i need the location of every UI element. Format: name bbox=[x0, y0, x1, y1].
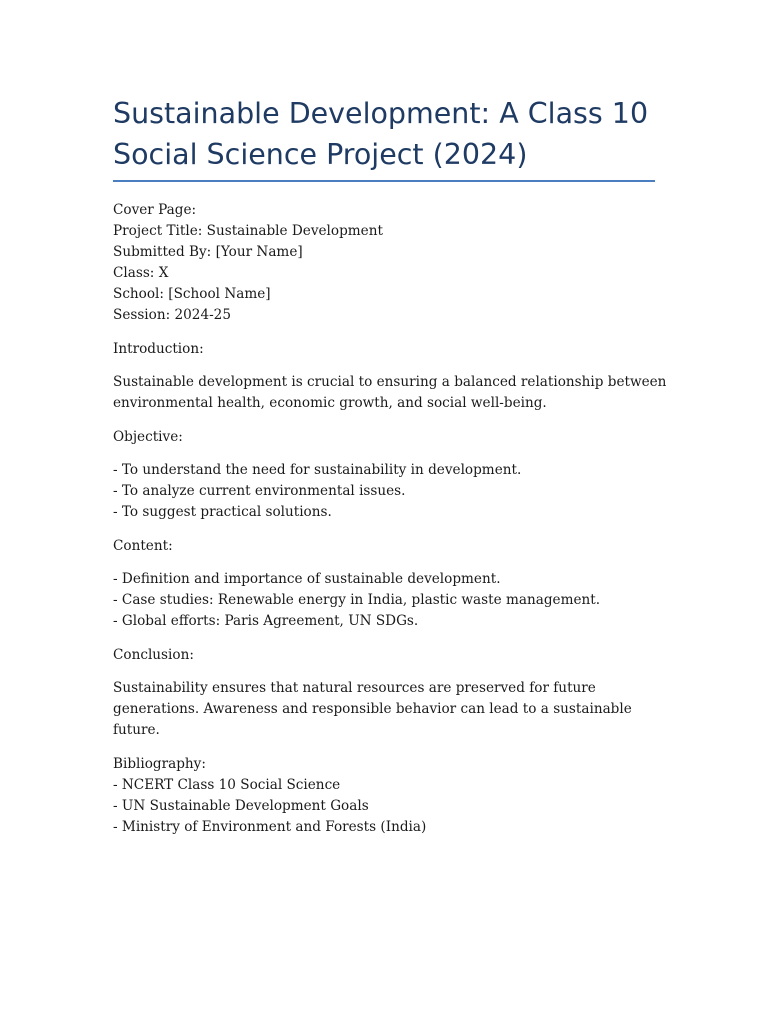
cover-class: Class: X bbox=[113, 265, 169, 281]
objective-heading: Objective: bbox=[113, 428, 183, 445]
list-item: - Case studies: Renewable energy in India, plastic waste management. bbox=[113, 592, 601, 608]
list-item: - To understand the need for sustainability in development. bbox=[113, 462, 522, 478]
introduction-heading: Introduction: bbox=[113, 340, 204, 357]
document-body bbox=[113, 200, 673, 850]
bibliography-heading: Bibliography: bbox=[113, 755, 206, 772]
content-heading: Content: bbox=[113, 537, 173, 554]
list-item: - NCERT Class 10 Social Science bbox=[113, 776, 341, 793]
list-item: - To analyze current environmental issues. bbox=[113, 483, 406, 499]
introduction-text: Sustainable development is crucial to ensuring a balanced relationship between environmental health, economic growth, and social well-being. bbox=[113, 374, 667, 411]
bibliography-section bbox=[113, 754, 673, 838]
cover-school: School: [School Name] bbox=[113, 286, 271, 302]
conclusion-text: Sustainability ensures that natural resources are preserved for future generations. Awareness and responsible behavior can lead to a sustainable future. bbox=[113, 680, 632, 738]
document-title: Sustainable Development: A Class 10 Social Science Project (2024) bbox=[113, 97, 649, 171]
cover-session: Session: 2024-25 bbox=[113, 307, 231, 323]
objective-list bbox=[113, 460, 673, 523]
content-list bbox=[113, 569, 673, 632]
cover-submitted-by: Submitted By: [Your Name] bbox=[113, 244, 303, 260]
cover-section bbox=[113, 200, 673, 326]
list-item: - Ministry of Environment and Forests (India) bbox=[113, 818, 427, 835]
list-item: - Definition and importance of sustainable development. bbox=[113, 571, 501, 587]
list-item: - To suggest practical solutions. bbox=[113, 504, 332, 520]
cover-heading: Cover Page: bbox=[113, 202, 197, 218]
conclusion-heading: Conclusion: bbox=[113, 646, 194, 663]
title-underline bbox=[113, 180, 655, 182]
cover-project-title: Project Title: Sustainable Development bbox=[113, 223, 383, 239]
list-item: - Global efforts: Paris Agreement, UN SDGs. bbox=[113, 613, 419, 629]
list-item: - UN Sustainable Development Goals bbox=[113, 797, 369, 814]
